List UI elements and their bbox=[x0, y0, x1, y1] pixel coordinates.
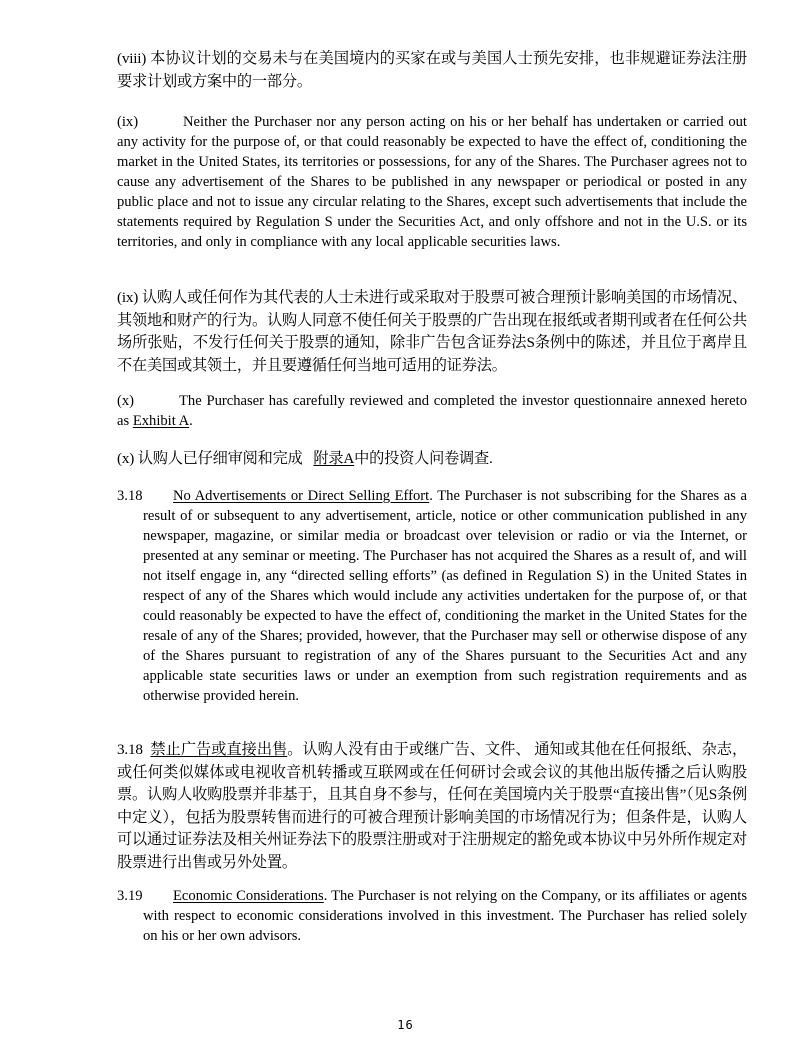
clause-label: (ix) bbox=[117, 114, 139, 130]
clause-text: The Purchaser has carefully reviewed and completed the investor questionnaire annexed hereto as bbox=[117, 393, 747, 429]
clause-ix-english bbox=[117, 112, 747, 252]
section-number: 3.18 bbox=[117, 488, 143, 504]
section-text: 。认购人没有由于或继广告、文件、 通知或其他在任何报纸、杂志，或任何类似媒体或电视收音机转播或互联网或在任何研讨会或会议的其他出版传播之后认购股票。认购人收购股票并非基于，且其自身不参与，任何在美国境内关于股票“直接出售”（见S条例中定义），包括为股票转售而进行的可被合理预计影响美国的市场情况行为；但条件是，认购人可以通过证券法及相关州证券法下的股票注册或对于注册规定的豁免或本协议中另外所作规定对股票进行出售或另外处置。 bbox=[117, 741, 747, 871]
clause-label: (x) bbox=[117, 393, 135, 409]
section-3-18-chinese bbox=[117, 739, 747, 874]
page-number: 16 bbox=[397, 1018, 414, 1032]
clause-text: 本协议计划的交易未与在美国境内的买家在或与美国人士预先安排，也非规避证券法注册要求计划或方案中的一部分。 bbox=[117, 50, 747, 90]
clause-x-chinese bbox=[117, 448, 747, 471]
clause-text-end: . bbox=[189, 413, 193, 429]
clause-label: (x) bbox=[117, 450, 135, 467]
exhibit-a-link[interactable]: 附录A bbox=[313, 450, 355, 467]
clause-ix-chinese bbox=[117, 287, 747, 377]
section-text: . The Purchaser is not subscribing for the Shares as a result of or subsequent to any advertisement, article, notice or other communication published in any newspaper, magazine, or similar media or broadcast over television or radio or via the Internet, or presented at any seminar or meeting. The Purchaser has not acquired the Shares as a result of, and will not itself engage in, any “directed selling efforts” (as defined in Regulation S) in the United States in respect of any of the Shares which would include any activities undertaken for the purpose of, or that could reasonably be expected to have the effect of, conditioning the market in the United States for the resale of any of the Shares; provided, however, that the Purchaser may sell or otherwise dispose of any of the Shares pursuant to registration of any of the Shares pursuant to the Securities Act and any applicable state securities laws or under an exemption from such registration requirements and as otherwise provided herein. bbox=[143, 488, 747, 704]
section-3-18-english bbox=[117, 486, 747, 706]
clause-label: (viii) bbox=[117, 50, 147, 67]
clause-text: 认购人或任何作为其代表的人士未进行或采取对于股票可被合理预计影响美国的市场情况、其领地和财产的行为。认购人同意不使任何关于股票的广告出现在报纸或者期刊或者在任何公共场所张贴，不发行任何关于股票的通知，除非广告包含证券法S条例中的陈述，并且位于离岸且不在美国或其领土，并且要遵循任何当地可适用的证券法。 bbox=[117, 289, 747, 374]
clause-label: (ix) bbox=[117, 289, 139, 306]
section-number: 3.19 bbox=[117, 888, 143, 904]
section-heading: 禁止广告或直接出售 bbox=[150, 741, 288, 758]
section-text: . The Purchaser is not relying on the Company, or its affiliates or agents with respect to economic considerations involved in this investment. The Purchaser has relied solely on his or her own advisors. bbox=[143, 888, 747, 944]
section-heading: Economic Considerations bbox=[173, 888, 324, 904]
clause-viii-chinese bbox=[117, 48, 747, 93]
exhibit-a-link[interactable]: Exhibit A bbox=[132, 413, 190, 429]
clause-text: 认购人已仔细审阅和完成 bbox=[137, 450, 303, 467]
clause-text: Neither the Purchaser nor any person acting on his or her behalf has undertaken or carried out any activity for the purpose of, or that could reasonably be expected to have the effect of, conditioning the market in the United States, its territories or possessions, for any of the Shares. The Purchaser agrees not to cause any advertisement of the Shares to be published in any newspaper or periodical or posted in any public place and not to issue any circular relating to the Shares, except such advertisements that include the statements required by Regulation S under the Securities Act, and only offshore and not in the U.S. or its territories, and only in compliance with any local applicable securities laws. bbox=[117, 114, 747, 250]
section-number: 3.18 bbox=[117, 741, 143, 758]
clause-text-end: 中的投资人问卷调查. bbox=[354, 450, 493, 467]
clause-x-english bbox=[117, 391, 747, 431]
section-heading: No Advertisements or Direct Selling Effort bbox=[173, 488, 430, 504]
section-3-19-english bbox=[117, 886, 747, 946]
